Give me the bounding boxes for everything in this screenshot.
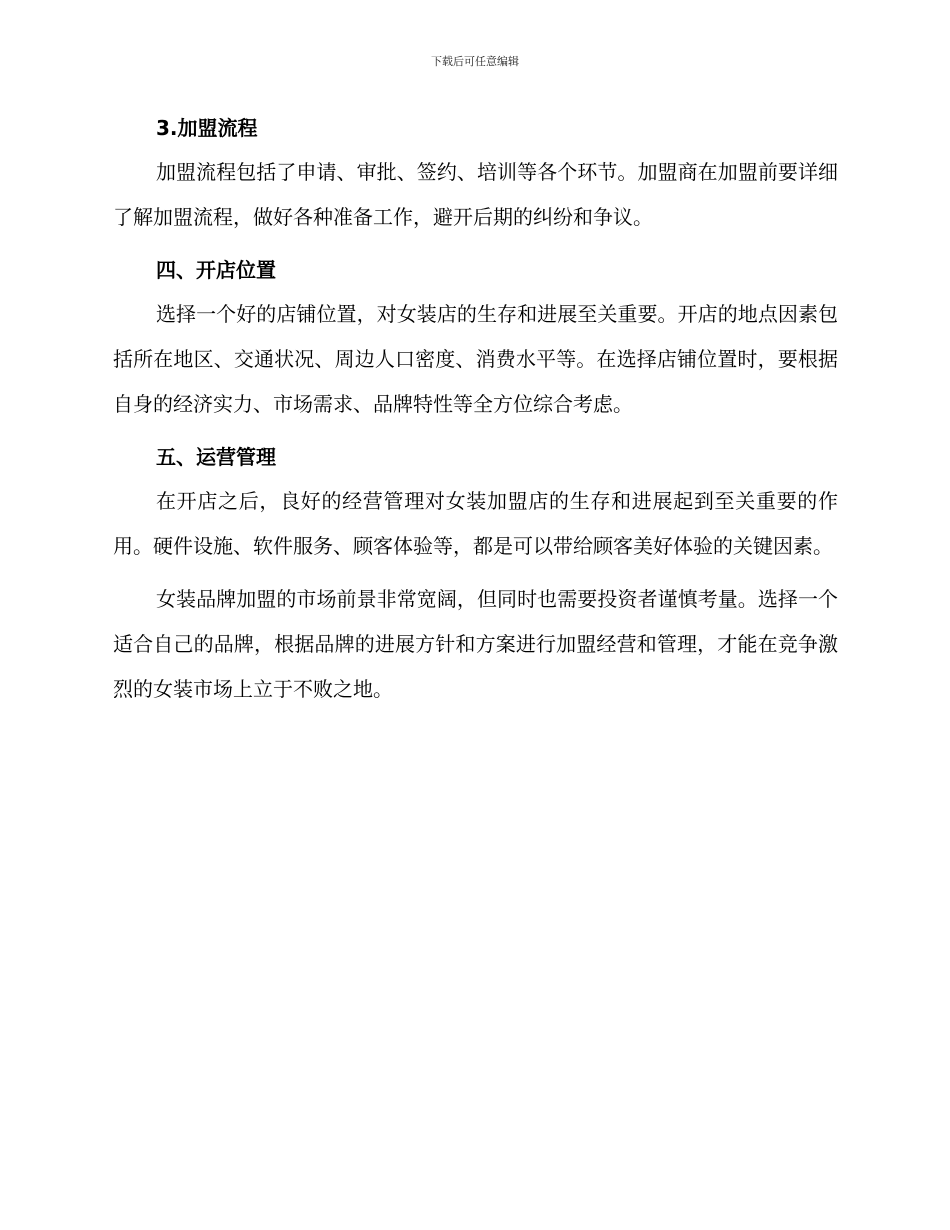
paragraph-conclusion: 女装品牌加盟的市场前景非常宽阔，但同时也需要投资者谨慎考量。选择一个适合自己的品牌，根据品牌的进展方针和方案进行加盟经营和管理，才能在竞争激烈的女装市场上立于不败之地。 [113, 587, 838, 701]
paragraph-franchise-process: 加盟流程包括了申请、审批、签约、培训等各个环节。加盟商在加盟前要详细了解加盟流程，做好各种准备工作，避开后期的纠纷和争议。 [113, 160, 838, 229]
section-heading-franchise-process: 3.加盟流程 [156, 116, 258, 140]
section-heading-operations: 五、运营管理 [156, 445, 276, 469]
section-heading-store-location: 四、开店位置 [156, 258, 276, 282]
page-header: 下载后可任意编辑 [431, 55, 519, 68]
paragraph-store-location: 选择一个好的店铺位置，对女装店的生存和进展至关重要。开店的地点因素包括所在地区、交通状况、周边人口密度、消费水平等。在选择店铺位置时，要根据自身的经济实力、市场需求、品牌特性等全方位综合考虑。 [113, 302, 838, 416]
paragraph-operations: 在开店之后，良好的经营管理对女装加盟店的生存和进展起到至关重要的作用。硬件设施、软件服务、顾客体验等，都是可以带给顾客美好体验的关键因素。 [113, 489, 838, 558]
document-body [113, 110, 838, 712]
